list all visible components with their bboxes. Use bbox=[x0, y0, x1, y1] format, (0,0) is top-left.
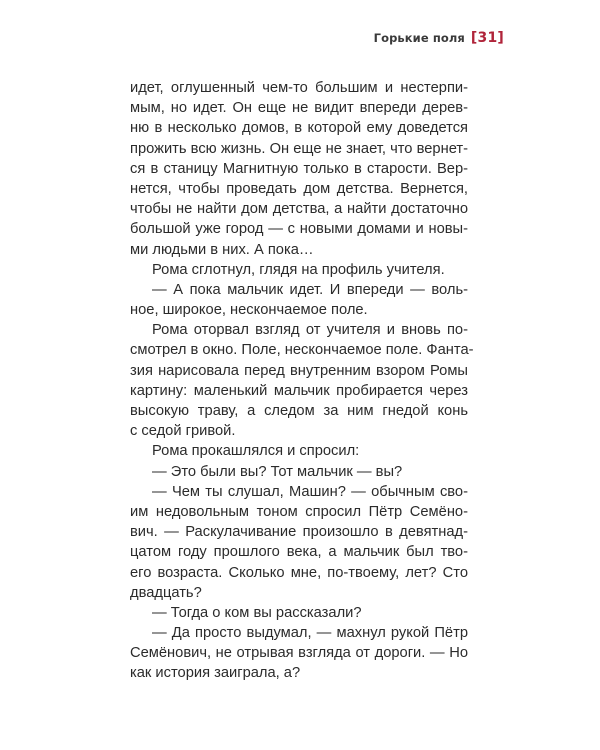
text-line: ню в несколько домов, в которой ему доведется bbox=[130, 120, 468, 137]
header-title: Горькие поля bbox=[373, 31, 465, 45]
text-line: мым, но идет. Он еще не видит впереди дерев- bbox=[130, 100, 468, 117]
text-line: зия нарисовала перед внутренним взором Ромы bbox=[130, 362, 468, 379]
text-line: смотрел в окно. Поле, нескончаемое поле. Фанта- bbox=[130, 342, 474, 359]
text-line: большой уже город — с новыми домами и новы- bbox=[130, 221, 468, 238]
text-line: Рома прокашлялся и спросил: bbox=[152, 443, 360, 460]
text-line: вич. — Раскулачивание произошло в девятнад- bbox=[130, 524, 468, 541]
page-number: [31] bbox=[470, 30, 504, 46]
text-line: — Это были вы? Тот мальчик — вы? bbox=[152, 463, 403, 480]
text-line: — А пока мальчик идет. И впереди — воль- bbox=[152, 281, 468, 298]
body-text bbox=[130, 78, 474, 684]
text-line: картину: маленький мальчик пробирается через bbox=[130, 382, 468, 399]
text-line: — Тогда о ком вы рассказали? bbox=[152, 604, 362, 621]
text-line: прожить всю жизнь. Он еще не знает, что вернет- bbox=[130, 140, 468, 157]
text-line: Рома оторвал взгляд от учителя и вновь по- bbox=[152, 322, 468, 339]
text-line: двадцать? bbox=[130, 584, 202, 601]
text-line: — Чем ты слушал, Машин? — обычным сво- bbox=[152, 483, 468, 500]
text-line: как история заиграла, а? bbox=[130, 665, 301, 682]
text-line: Рома сглотнул, глядя на профиль учителя. bbox=[152, 261, 445, 278]
text-line: им недовольным тоном спросил Пётр Семёно- bbox=[130, 503, 468, 520]
running-header bbox=[374, 30, 504, 46]
text-line: высокую траву, а следом за ним гнедой конь bbox=[130, 403, 468, 419]
text-line: Семёнович, не отрывая взгляда от дороги. — Но bbox=[130, 645, 468, 662]
text-line: ся в станицу Магнитную только в старости. Вер- bbox=[130, 160, 468, 177]
text-line: ми людьми в них. А пока… bbox=[130, 241, 314, 258]
text-line: с седой гривой. bbox=[130, 423, 236, 440]
text-line: — Да просто выдумал, — махнул рукой Пётр bbox=[152, 625, 468, 642]
text-line: нется, чтобы проведать дом детства. Вернется, bbox=[130, 180, 468, 197]
text-line: идет, оглушенный чем-то большим и нестерпи- bbox=[130, 80, 468, 96]
text-line: цатом году прошлого века, а мальчик был тво- bbox=[130, 544, 468, 561]
text-line: ное, широкое, нескончаемое поле. bbox=[130, 302, 368, 319]
text-line: его возраста. Сколько мне, по-твоему, лет? Сто bbox=[130, 564, 468, 581]
text-line: чтобы не найти дом детства, а найти достаточно bbox=[130, 201, 468, 218]
